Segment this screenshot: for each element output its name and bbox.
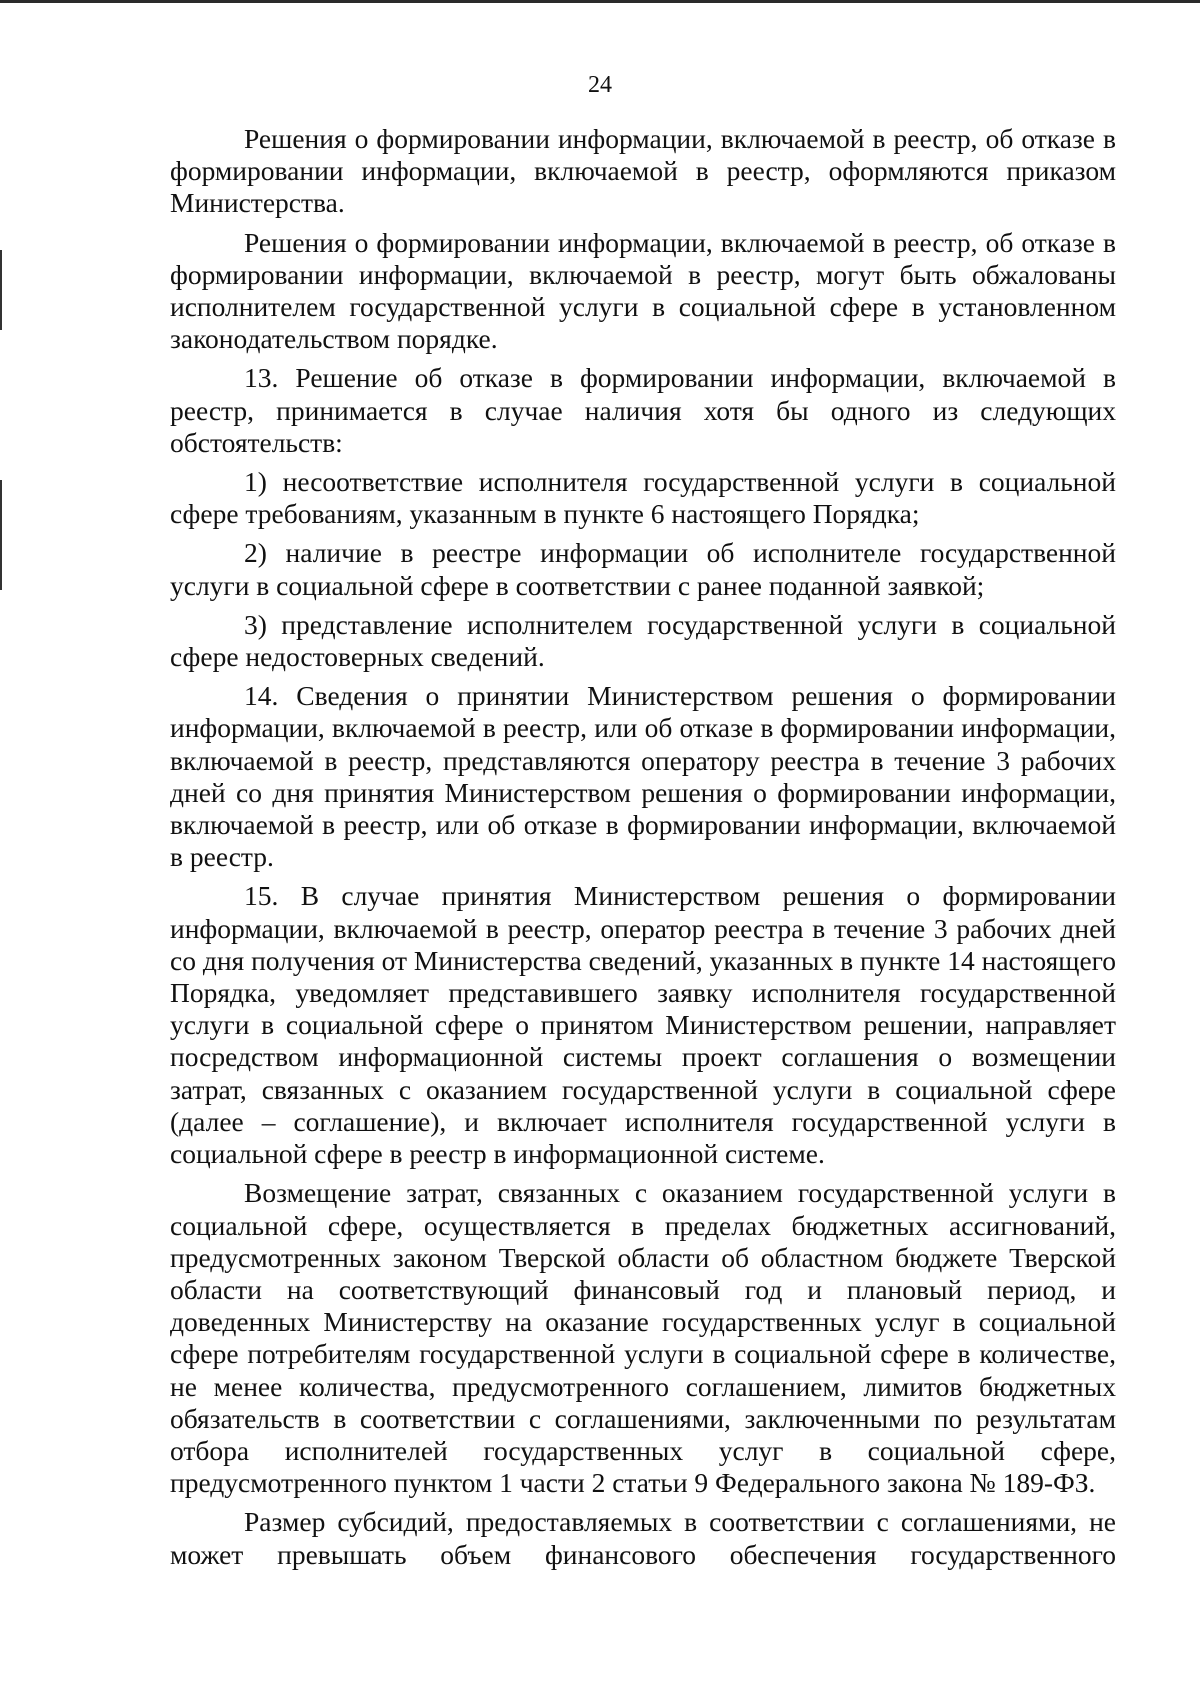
- paragraph-cost-reimbursement: Возмещение затрат, связанных с оказанием государственной услуги в социальной сфере, осуществляется в пределах бюджетных ассигнований, предусмотренных законом Тверской области об областном бюджете Тверской области на соответствующий финансовый год и плановый период, и доведенных Министерству на оказание государственных услуг в социальной сфере потребителям государственной услуги в социальной сфере в количестве, не менее количества, предусмотренного соглашением, лимитов бюджетных обязательств в соответствии с соглашениями, заключенными по результатам отбора исполнителей государственных услуг в социальной сфере, предусмотренного пунктом 1 части 2 статьи 9 Федерального закона № 189-ФЗ.: [170, 1177, 1116, 1499]
- paragraph-decision-formalization: Решения о формировании информации, включаемой в реестр, об отказе в формировании информации, включаемой в реестр, оформляются приказом Министерства.: [170, 123, 1116, 219]
- paragraph-14-information-transfer: 14. Сведения о принятии Министерством решения о формировании информации, включаемой в реестр, или об отказе в формировании информации, включаемой в реестр, представляются оператору реестра в течение 3 рабочих дней со дня принятия Министерством решения о формировании информации, включаемой в реестр, или об отказе в формировании информации, включаемой в реестр.: [170, 680, 1116, 873]
- scan-left-mark: [0, 480, 2, 590]
- document-body: [170, 123, 1116, 1571]
- paragraph-decision-appeal: Решения о формировании информации, включаемой в реестр, об отказе в формировании информации, включаемой в реестр, могут быть обжалованы исполнителем государственной услуги в социальной сфере в установленном законодательством порядке.: [170, 226, 1116, 355]
- scan-left-mark: [0, 250, 2, 330]
- page-number: 24: [588, 72, 612, 98]
- paragraph-13-refusal-grounds: 13. Решение об отказе в формировании информации, включаемой в реестр, принимается в случае наличия хотя бы одного из следующих обстоятельств:: [170, 362, 1116, 458]
- paragraph-15-registry-inclusion: 15. В случае принятия Министерством решения о формировании информации, включаемой в реестр, оператор реестра в течение 3 рабочих дней со дня получения от Министерства сведений, указанных в пункте 14 настоящего Порядка, уведомляет представившего заявку исполнителя государственной услуги в социальной сфере о принятом Министерством решении, направляет посредством информационной системы проект соглашения о возмещении затрат, связанных с оказанием государственной услуги в социальной сфере (далее – соглашение), и включает исполнителя государственной услуги в социальной сфере в реестр в информационной системе.: [170, 880, 1116, 1170]
- scan-top-edge: [0, 0, 1200, 3]
- list-item-1: 1) несоответствие исполнителя государственной услуги в социальной сфере требованиям, указанным в пункте 6 настоящего Порядка;: [170, 466, 1116, 530]
- list-item-3: 3) представление исполнителем государственной услуги в социальной сфере недостоверных сведений.: [170, 608, 1116, 673]
- paragraph-subsidy-amount: Размер субсидий, предоставляемых в соответствии с соглашениями, не может превышать объем финансового обеспечения государственного: [170, 1506, 1116, 1570]
- list-item-2: 2) наличие в реестре информации об исполнителе государственной услуги в социальной сфере в соответствии с ранее поданной заявкой;: [170, 537, 1116, 601]
